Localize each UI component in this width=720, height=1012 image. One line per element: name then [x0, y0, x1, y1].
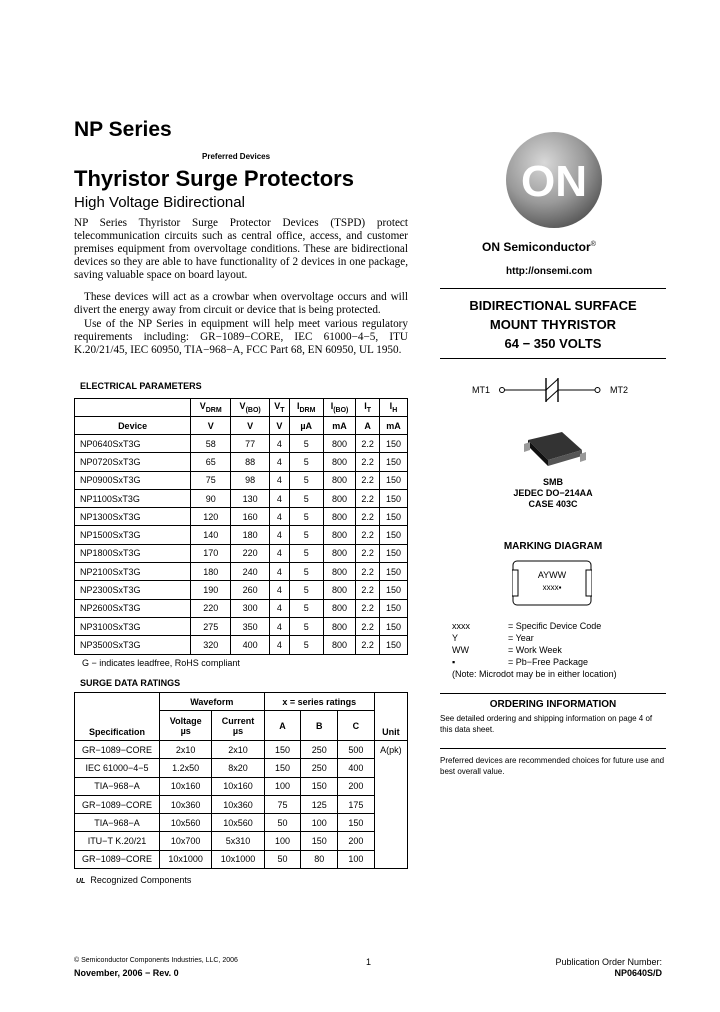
table-cell: 800: [323, 617, 356, 635]
elec-header-7: $I_H$: [379, 399, 407, 417]
elec-header-4: $I_{DRM}$: [289, 399, 323, 417]
table-cell: 2.2: [356, 636, 380, 654]
table-cell: 150: [301, 832, 338, 850]
svg-text:AYWW: AYWW: [537, 570, 567, 580]
electrical-parameters-table: [74, 398, 408, 655]
table-cell: TIA−968−A: [75, 814, 160, 832]
elec-header-6: $I_T$: [356, 399, 380, 417]
table-cell: 2.2: [356, 526, 380, 544]
marking-legend: xxxx = Specific Device Code Y = Year WW = Work Week ▪ = Pb−Free Package (Note: Microdot may be in either location): [452, 621, 617, 679]
table-cell: 5: [289, 508, 323, 526]
table-cell: 150: [379, 563, 407, 581]
table-cell: 4: [270, 453, 290, 471]
table-cell: 220: [191, 599, 231, 617]
table-cell: 10x160: [160, 777, 212, 795]
table-cell: 88: [231, 453, 270, 471]
table-cell: 150: [264, 759, 301, 777]
table-cell: 800: [323, 563, 356, 581]
table-row: [75, 636, 408, 654]
table-cell: 10x560: [212, 814, 264, 832]
marking-diagram-title: MARKING DIAGRAM: [503, 541, 603, 552]
table-cell: NP0720SxT3G: [75, 453, 191, 471]
table-cell: 80: [301, 850, 338, 868]
surge-ratings-title: SURGE DATA RATINGS: [80, 678, 181, 688]
table-cell: 150: [379, 508, 407, 526]
table-cell: 5: [289, 453, 323, 471]
company-name: ON Semiconductor®: [482, 240, 596, 254]
elec-unit-2: V: [231, 417, 270, 435]
table-cell: NP1100SxT3G: [75, 489, 191, 507]
table-row: [75, 563, 408, 581]
table-cell: 10x1000: [212, 850, 264, 868]
table-cell: 4: [270, 636, 290, 654]
elec-unit-0: Device: [75, 417, 191, 435]
publication-number: Publication Order Number: NP0640S/D: [555, 957, 662, 978]
table-cell: 4: [270, 581, 290, 599]
table-row: [75, 599, 408, 617]
table-cell: 150: [379, 636, 407, 654]
table-cell: 800: [323, 435, 356, 453]
thyristor-symbol-diagram: [470, 373, 640, 407]
col-b-header: B: [301, 711, 338, 741]
table-cell: NP2300SxT3G: [75, 581, 191, 599]
elec-unit-1: V: [191, 417, 231, 435]
table-cell: 10x360: [160, 795, 212, 813]
table-cell: NP3100SxT3G: [75, 617, 191, 635]
table-cell: 150: [379, 435, 407, 453]
page-subtitle: High Voltage Bidirectional: [74, 194, 245, 211]
table-cell: 2.2: [356, 435, 380, 453]
table-cell: 800: [323, 508, 356, 526]
voltage-header: Voltage µs: [160, 711, 212, 741]
divider: [440, 748, 666, 749]
table-cell: 800: [323, 581, 356, 599]
table-cell: 180: [231, 526, 270, 544]
package-info: SMB JEDEC DO−214AA CASE 403C: [513, 477, 593, 509]
table-cell: 5: [289, 526, 323, 544]
table-cell: 50: [264, 814, 301, 832]
table-row: [75, 832, 408, 850]
revision-date: November, 2006 − Rev. 0: [74, 968, 179, 978]
on-semiconductor-logo: [490, 130, 618, 230]
table-cell: 100: [264, 832, 301, 850]
table-row: [75, 581, 408, 599]
table-cell: 150: [379, 581, 407, 599]
table-row: [75, 435, 408, 453]
specification-header: Specification: [75, 693, 160, 741]
table-row: [75, 617, 408, 635]
elec-unit-6: A: [356, 417, 380, 435]
table-cell: 250: [301, 759, 338, 777]
table-cell: NP3500SxT3G: [75, 636, 191, 654]
ordering-info-title: ORDERING INFORMATION: [489, 699, 617, 710]
table-cell: 98: [231, 471, 270, 489]
table-cell: 800: [323, 489, 356, 507]
table-cell: 800: [323, 526, 356, 544]
table-cell: 5: [289, 471, 323, 489]
table-cell: 5: [289, 617, 323, 635]
product-description: BIDIRECTIONAL SURFACE MOUNT THYRISTOR 64 − 350 VOLTS: [469, 298, 637, 351]
ordering-info-text: See detailed ordering and shipping information on page 4 of this data sheet.: [440, 714, 653, 734]
table-cell: 2.2: [356, 617, 380, 635]
table-cell: 200: [338, 777, 375, 795]
marking-diagram: [512, 560, 592, 606]
table-cell: 220: [231, 544, 270, 562]
table-cell: 400: [338, 759, 375, 777]
table-cell: 2.2: [356, 544, 380, 562]
table-row: [75, 508, 408, 526]
table-cell: 5: [289, 563, 323, 581]
table-cell: 150: [379, 489, 407, 507]
table-cell: 4: [270, 563, 290, 581]
table-cell: 800: [323, 471, 356, 489]
smb-package-icon: [522, 430, 588, 474]
table-cell: 150: [379, 599, 407, 617]
elec-header-1: $V_{DRM}$: [191, 399, 231, 417]
regulatory-paragraph: Use of the NP Series in equipment will help meet various regulatory requirements including: GR−1089−CORE, IEC 61000−4−5, ITU K.20/21/45, IEC 60950, TIA−968−A, FCC Part 68, EN 60950, UL 1950.: [74, 318, 408, 356]
elec-header-5: $I_{(BO)}$: [323, 399, 356, 417]
table-cell: 75: [264, 795, 301, 813]
table-cell: 75: [191, 471, 231, 489]
unit-cell: A(pk): [374, 741, 407, 869]
table-cell: 50: [264, 850, 301, 868]
table-row: [75, 544, 408, 562]
table-cell: 2.2: [356, 471, 380, 489]
table-cell: 170: [191, 544, 231, 562]
svg-text:xxxx▪: xxxx▪: [542, 583, 562, 592]
table-cell: 150: [264, 741, 301, 759]
table-cell: GR−1089−CORE: [75, 795, 160, 813]
table-cell: 100: [338, 850, 375, 868]
intro-paragraph: NP Series Thyristor Surge Protector Devices (TSPD) protect telecommunication circuits such as central office, access, and customer premises equipment from overvoltage conditions. These are bidirectional devices so they are able to have functionality of 2 devices in one package, saving valuable space on board layout.: [74, 217, 408, 281]
table-cell: 300: [231, 599, 270, 617]
table-cell: 77: [231, 435, 270, 453]
electrical-parameters-title: ELECTRICAL PARAMETERS: [80, 381, 202, 391]
table-cell: 10x700: [160, 832, 212, 850]
table-cell: 100: [264, 777, 301, 795]
table-cell: 2x10: [212, 741, 264, 759]
elec-unit-4: µA: [289, 417, 323, 435]
table-cell: 2.2: [356, 581, 380, 599]
table-cell: 4: [270, 489, 290, 507]
series-ratings-header: x = series ratings: [264, 693, 374, 711]
current-header: Current µs: [212, 711, 264, 741]
table-cell: 150: [379, 471, 407, 489]
elec-unit-5: mA: [323, 417, 356, 435]
table-cell: 150: [338, 814, 375, 832]
table-cell: 190: [191, 581, 231, 599]
elec-header-0: [75, 399, 191, 417]
divider: [440, 693, 666, 694]
table-row: [75, 850, 408, 868]
svg-text:MT2: MT2: [610, 385, 628, 395]
table-cell: 150: [379, 526, 407, 544]
table-cell: 800: [323, 636, 356, 654]
table-row: [75, 759, 408, 777]
table-cell: 2.2: [356, 453, 380, 471]
waveform-header: Waveform: [160, 693, 265, 711]
preferred-devices-label: Preferred Devices: [202, 152, 271, 161]
table-cell: 10x560: [160, 814, 212, 832]
table-row: [75, 526, 408, 544]
table-cell: TIA−968−A: [75, 777, 160, 795]
table-cell: 90: [191, 489, 231, 507]
table-cell: 5: [289, 489, 323, 507]
table-cell: 250: [301, 741, 338, 759]
unit-header: Unit: [374, 693, 407, 741]
page-title: Thyristor Surge Protectors: [74, 166, 354, 191]
table-cell: 5: [289, 435, 323, 453]
table-cell: NP1300SxT3G: [75, 508, 191, 526]
table-cell: 275: [191, 617, 231, 635]
table-cell: NP2100SxT3G: [75, 563, 191, 581]
table-cell: NP0900SxT3G: [75, 471, 191, 489]
table-cell: 4: [270, 508, 290, 526]
table-row: [75, 777, 408, 795]
table-cell: 65: [191, 453, 231, 471]
table-cell: 400: [231, 636, 270, 654]
table-cell: 800: [323, 599, 356, 617]
table-cell: 140: [191, 526, 231, 544]
table-cell: NP0640SxT3G: [75, 435, 191, 453]
table-cell: 120: [191, 508, 231, 526]
table-cell: 150: [301, 777, 338, 795]
leadfree-note: G − indicates leadfree, RoHS compliant: [82, 658, 240, 668]
table-cell: 4: [270, 526, 290, 544]
table-cell: NP2600SxT3G: [75, 599, 191, 617]
col-c-header: C: [338, 711, 375, 741]
table-cell: 150: [379, 453, 407, 471]
table-cell: 10x160: [212, 777, 264, 795]
copyright: © Semiconductor Components Industries, LLC, 2006: [74, 957, 238, 964]
table-cell: 500: [338, 741, 375, 759]
table-cell: 4: [270, 544, 290, 562]
table-row: [75, 795, 408, 813]
table-cell: 4: [270, 435, 290, 453]
table-cell: 800: [323, 453, 356, 471]
svg-text:ON: ON: [521, 157, 587, 206]
table-cell: GR−1089−CORE: [75, 850, 160, 868]
recognized-components: UL Recognized Components: [76, 875, 192, 885]
table-cell: 350: [231, 617, 270, 635]
table-cell: NP1500SxT3G: [75, 526, 191, 544]
page-number: 1: [366, 957, 372, 967]
table-cell: 130: [231, 489, 270, 507]
table-cell: 4: [270, 471, 290, 489]
divider: [440, 358, 666, 359]
table-cell: 5: [289, 599, 323, 617]
table-row: [75, 741, 408, 759]
table-cell: 5x310: [212, 832, 264, 850]
elec-header-2: $V_{(BO)}$: [231, 399, 270, 417]
table-cell: ITU−T K.20/21: [75, 832, 160, 850]
table-cell: 2.2: [356, 563, 380, 581]
table-cell: 5: [289, 581, 323, 599]
table-cell: 160: [231, 508, 270, 526]
table-cell: 2.2: [356, 599, 380, 617]
series-title: NP Series: [74, 118, 172, 141]
table-cell: 4: [270, 617, 290, 635]
surge-ratings-table: [74, 692, 408, 869]
ul-mark-icon: UL: [76, 878, 86, 885]
crowbar-paragraph: These devices will act as a crowbar when overvoltage occurs and will divert the energy away from circuit or device that is being protected.: [74, 291, 408, 316]
col-a-header: A: [264, 711, 301, 741]
table-cell: 260: [231, 581, 270, 599]
table-cell: 125: [301, 795, 338, 813]
divider: [440, 288, 666, 289]
table-row: [75, 814, 408, 832]
table-cell: 2.2: [356, 508, 380, 526]
table-cell: 5: [289, 544, 323, 562]
table-cell: GR−1089−CORE: [75, 741, 160, 759]
table-cell: 10x360: [212, 795, 264, 813]
table-row: [75, 453, 408, 471]
table-cell: 10x1000: [160, 850, 212, 868]
table-cell: 240: [231, 563, 270, 581]
table-row: [75, 489, 408, 507]
table-cell: 150: [379, 617, 407, 635]
table-cell: 2x10: [160, 741, 212, 759]
table-cell: 175: [338, 795, 375, 813]
svg-text:MT1: MT1: [472, 385, 490, 395]
table-cell: 4: [270, 599, 290, 617]
table-cell: 58: [191, 435, 231, 453]
table-cell: 200: [338, 832, 375, 850]
table-cell: 8x20: [212, 759, 264, 777]
table-cell: 800: [323, 544, 356, 562]
table-cell: IEC 61000−4−5: [75, 759, 160, 777]
table-cell: NP1800SxT3G: [75, 544, 191, 562]
table-cell: 100: [301, 814, 338, 832]
elec-header-3: $V_T$: [270, 399, 290, 417]
table-cell: 320: [191, 636, 231, 654]
elec-unit-7: mA: [379, 417, 407, 435]
preferred-devices-note: Preferred devices are recommended choices for future use and best overall value.: [440, 756, 665, 776]
table-cell: 180: [191, 563, 231, 581]
company-url[interactable]: http://onsemi.com: [506, 266, 593, 277]
table-cell: 1.2x50: [160, 759, 212, 777]
table-cell: 5: [289, 636, 323, 654]
table-cell: 2.2: [356, 489, 380, 507]
table-row: [75, 471, 408, 489]
elec-unit-3: V: [270, 417, 290, 435]
table-cell: 150: [379, 544, 407, 562]
